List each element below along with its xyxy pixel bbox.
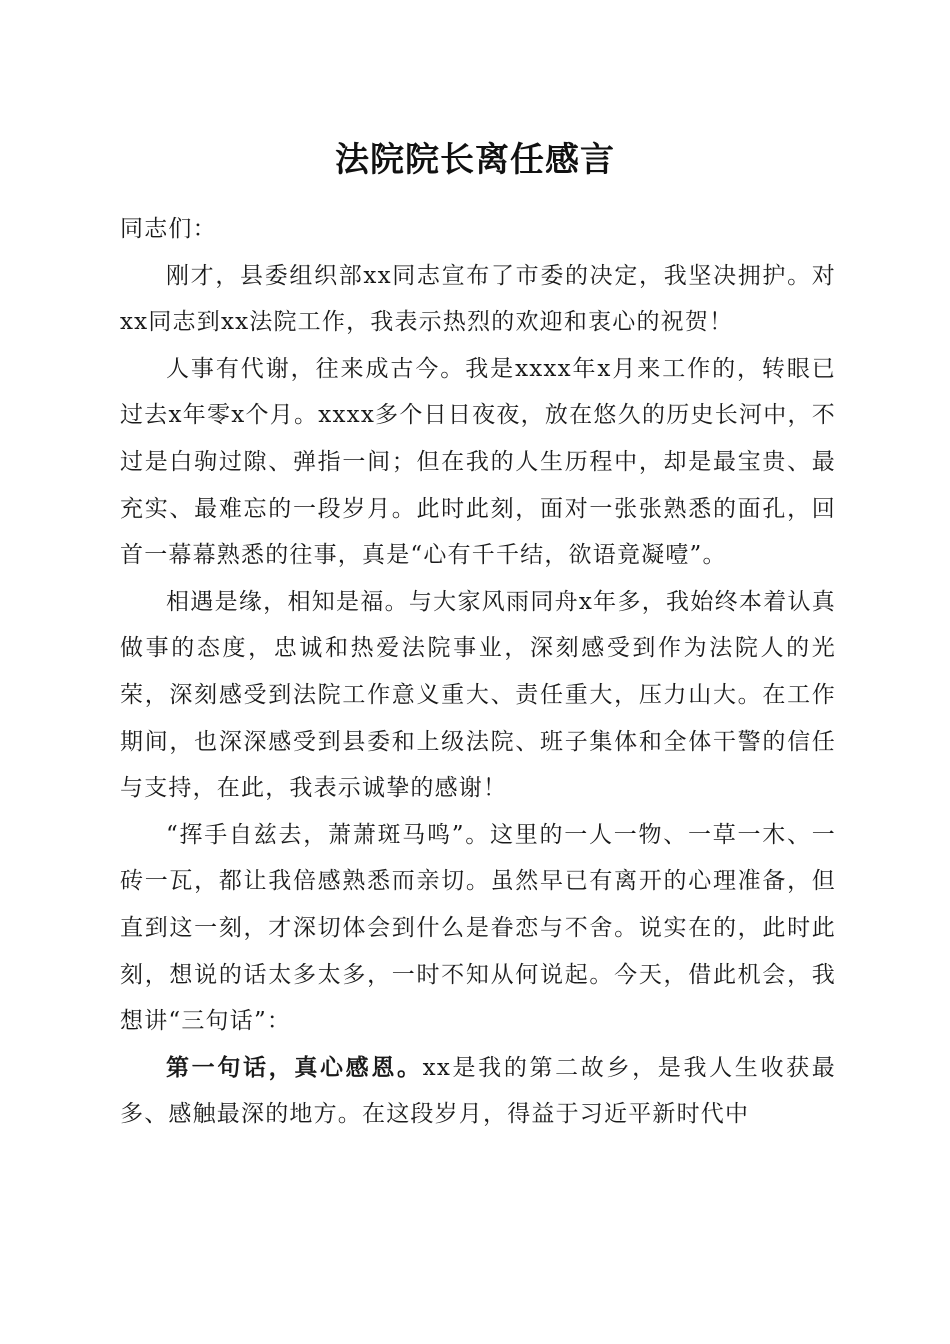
paragraph-4: “挥手自兹去，萧萧斑马鸣”。这里的一人一物、一草一木、一砖一瓦，都让我倍感熟悉而亲切。虽然早已有离开的心理准备，但直到这一刻，才深切体会到什么是眷恋与不舍。说实在的，此时此刻，想说的话太多太多，一时不知从何说起。今天，借此机会，我想讲“三句话”： [120, 821, 836, 1035]
document-title: 法院院长离任感言 [335, 140, 615, 180]
paragraph-5 [120, 1045, 836, 1138]
document-body [120, 206, 836, 1138]
salutation: 同志们： [120, 216, 217, 242]
paragraph-5-lead: 第一句话，真心感恩。 [166, 1053, 423, 1081]
paragraph-5-text: xx是我的第二故乡，是我人生收获最多、感触最深的地方。在这段岁月，得益于习近平新时代中 [120, 1054, 837, 1128]
paragraph-2: 人事有代谢，往来成古今。我是xxxx年x月来工作的，转眼已过去x年零x个月。xxxx多个日日夜夜，放在悠久的历史长河中，不过是白驹过隙、弹指一间；但在我的人生历程中，却是最宝贵、最充实、最难忘的一段岁月。此时此刻，面对一张张熟悉的面孔，回首一幕幕熟悉的往事，真是“心有千千结，欲语竟凝噎”。 [120, 355, 836, 569]
paragraph-3: 相遇是缘，相知是福。与大家风雨同舟x年多，我始终本着认真做事的态度，忠诚和热爱法院事业，深刻感受到作为法院人的光荣，深刻感受到法院工作意义重大、责任重大，压力山大。在工作期间，也深深感受到县委和上级法院、班子集体和全体干警的信任与支持，在此，我表示诚挚的感谢！ [120, 588, 836, 802]
paragraph-1: 刚才，县委组织部xx同志宣布了市委的决定，我坚决拥护。对xx同志到xx法院工作，我表示热烈的欢迎和衷心的祝贺！ [120, 262, 836, 336]
